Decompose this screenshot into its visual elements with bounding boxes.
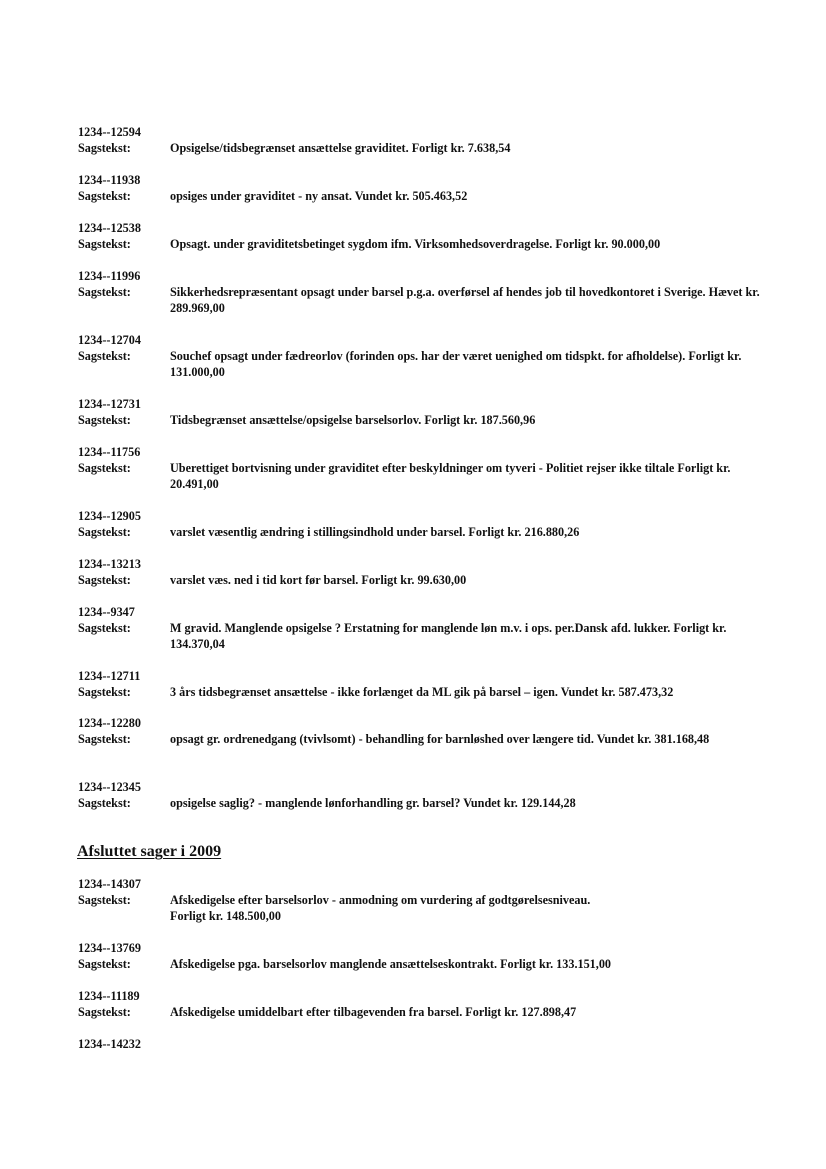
case-id: 1234--12711 <box>78 669 141 683</box>
case-entry <box>78 715 768 747</box>
case-label: Sagstekst: <box>78 573 131 587</box>
case-text: Sikkerhedsrepræsentant opsagt under barsel p.g.a. overførsel af hendes job til hovedkontoret i Sverige. Hævet kr. 289.969,00 <box>170 285 760 315</box>
case-text: M gravid. Manglende opsigelse ? Erstatning for manglende løn m.v. i ops. per.Dansk afd. lukker. Forligt kr. 134.370,04 <box>170 621 727 651</box>
case-id: 1234--12704 <box>78 333 141 347</box>
case-label: Sagstekst: <box>78 461 131 475</box>
case-label: Sagstekst: <box>78 141 131 155</box>
case-id: 1234--12280 <box>78 716 141 730</box>
case-text: opsagt gr. ordrenedgang (tvivlsomt) - behandling for barnløshed over længere tid. Vundet kr. 381.168,48 <box>170 732 710 746</box>
case-label: Sagstekst: <box>78 957 131 971</box>
case-id: 1234--14307 <box>78 877 141 891</box>
case-label: Sagstekst: <box>78 413 131 427</box>
case-text <box>170 892 768 924</box>
case-text: opsigelse saglig? - manglende lønforhandling gr. barsel? Vundet kr. 129.144,28 <box>170 796 576 810</box>
case-entry <box>78 124 768 156</box>
case-entry <box>78 268 768 316</box>
case-text: Opsagt. under graviditetsbetinget sygdom ifm. Virksomhedsoverdragelse. Forligt kr. 90.000,00 <box>170 237 661 251</box>
case-label: Sagstekst: <box>78 189 131 203</box>
case-text: opsiges under graviditet - ny ansat. Vundet kr. 505.463,52 <box>170 189 468 203</box>
section-heading: Afsluttet sager i 2009 <box>77 843 222 860</box>
case-entry <box>78 332 768 380</box>
case-id: 1234--11189 <box>78 989 140 1003</box>
case-label: Sagstekst: <box>78 349 131 363</box>
case-entry <box>78 1036 768 1052</box>
case-id: 1234--13769 <box>78 941 141 955</box>
case-id: 1234--12731 <box>78 397 141 411</box>
case-id: 1234--12345 <box>78 780 141 794</box>
case-text-line: Forligt kr. 148.500,00 <box>170 909 281 923</box>
case-label: Sagstekst: <box>78 237 131 251</box>
case-text: 3 års tidsbegrænset ansættelse - ikke forlænget da ML gik på barsel – igen. Vundet kr. 587.473,32 <box>170 685 674 699</box>
case-label: Sagstekst: <box>78 685 131 699</box>
case-id: 1234--11996 <box>78 269 141 283</box>
case-id: 1234--12594 <box>78 125 141 139</box>
case-entry <box>78 444 768 492</box>
case-text-line: Afskedigelse efter barselsorlov - anmodning om vurdering af godtgørelsesniveau. <box>170 893 591 907</box>
case-entry <box>78 876 768 924</box>
case-id: 1234--14232 <box>78 1037 141 1051</box>
case-id: 1234--12538 <box>78 221 141 235</box>
case-entry <box>78 988 768 1020</box>
case-text: varslet væsentlig ændring i stillingsindhold under barsel. Forligt kr. 216.880,26 <box>170 525 580 539</box>
case-entry <box>78 172 768 204</box>
case-text: varslet væs. ned i tid kort før barsel. Forligt kr. 99.630,00 <box>170 573 467 587</box>
case-text: Afskedigelse pga. barselsorlov manglende ansættelseskontrakt. Forligt kr. 133.151,00 <box>170 957 612 971</box>
case-text: Uberettiget bortvisning under graviditet efter beskyldninger om tyveri - Politiet rejser ikke tiltale Forligt kr. 20.491,00 <box>170 461 731 491</box>
case-entry <box>78 220 768 252</box>
case-id: 1234--11756 <box>78 445 141 459</box>
case-id: 1234--12905 <box>78 509 141 523</box>
case-label: Sagstekst: <box>78 621 131 635</box>
case-id: 1234--11938 <box>78 173 141 187</box>
case-entry <box>78 779 768 811</box>
case-text: Opsigelse/tidsbegrænset ansættelse graviditet. Forligt kr. 7.638,54 <box>170 141 511 155</box>
case-entry <box>78 556 768 588</box>
case-label: Sagstekst: <box>78 1005 131 1019</box>
case-id: 1234--13213 <box>78 557 141 571</box>
case-text: Souchef opsagt under fædreorlov (forinden ops. har der været uenighed om tidspkt. for afholdelse). Forligt kr. 131.000,00 <box>170 349 742 379</box>
case-id: 1234--9347 <box>78 605 135 619</box>
case-label: Sagstekst: <box>78 893 131 907</box>
case-entry <box>78 508 768 540</box>
case-entry <box>78 604 768 652</box>
case-label: Sagstekst: <box>78 285 131 299</box>
case-entry <box>78 940 768 972</box>
case-label: Sagstekst: <box>78 525 131 539</box>
case-text: Tidsbegrænset ansættelse/opsigelse barselsorlov. Forligt kr. 187.560,96 <box>170 413 536 427</box>
case-text: Afskedigelse umiddelbart efter tilbagevenden fra barsel. Forligt kr. 127.898,47 <box>170 1005 577 1019</box>
case-label: Sagstekst: <box>78 732 131 746</box>
case-entry <box>78 668 768 700</box>
case-entry <box>78 396 768 428</box>
case-label: Sagstekst: <box>78 796 131 810</box>
